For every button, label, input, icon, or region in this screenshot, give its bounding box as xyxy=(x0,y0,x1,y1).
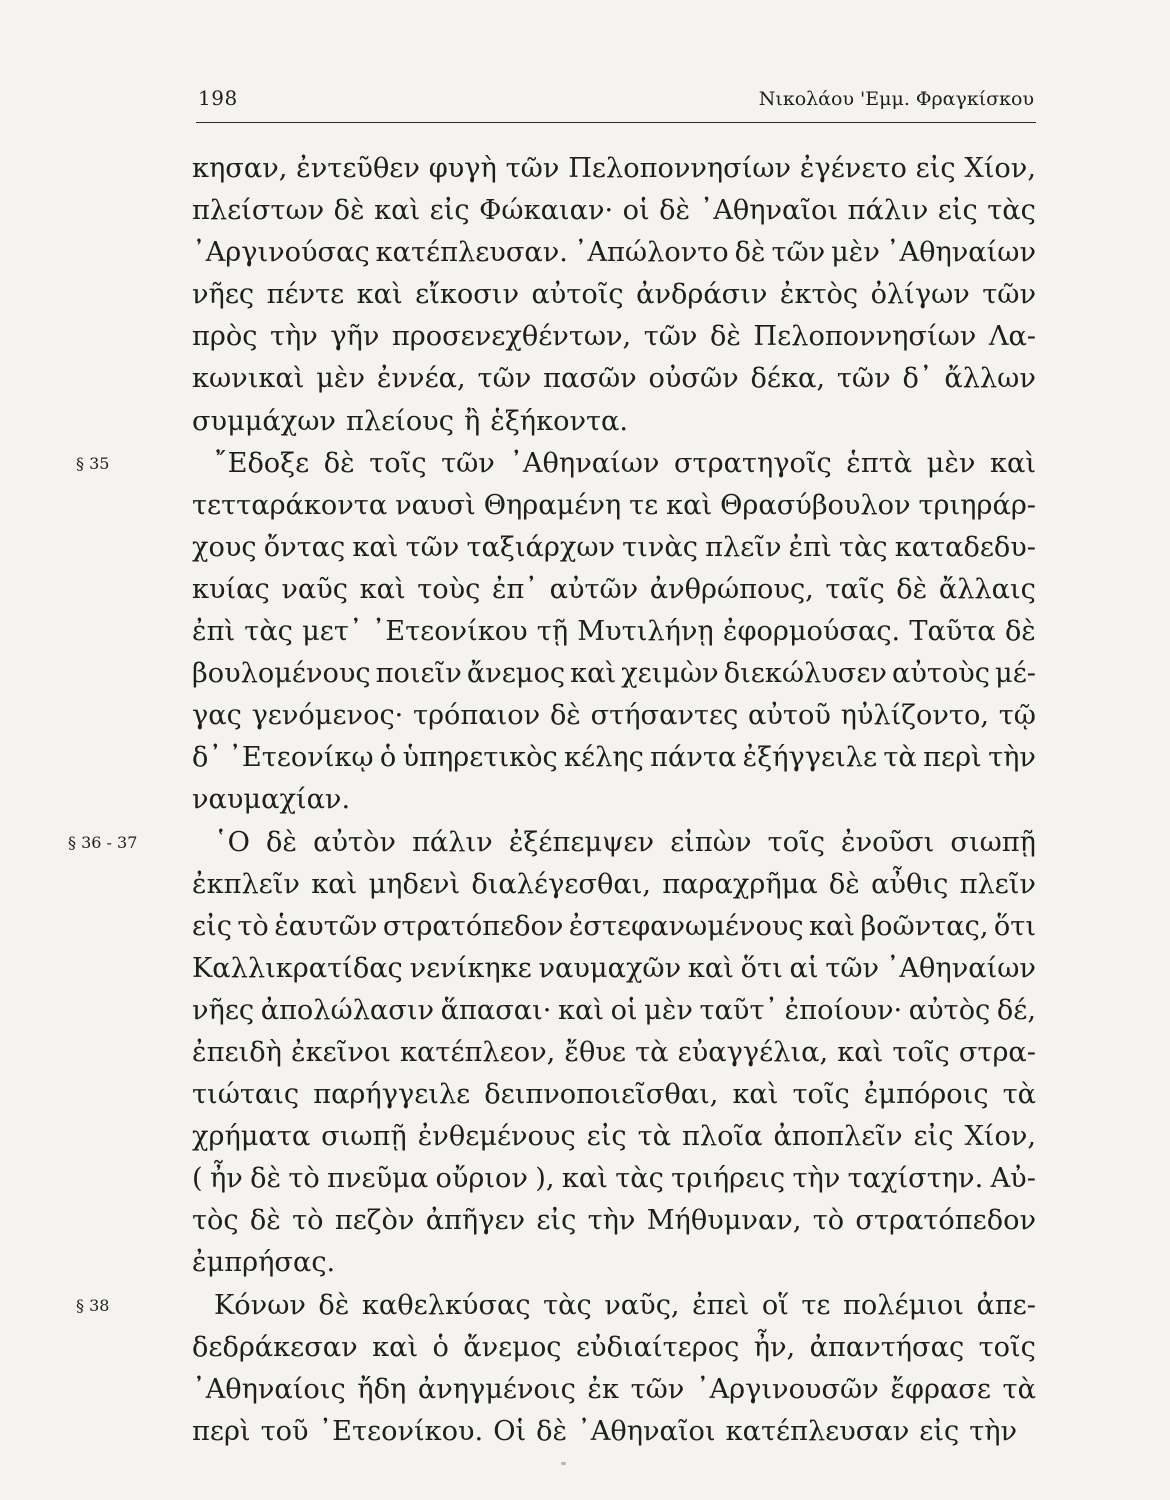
text-line: Καλλικρατίδας νενίκηκε ναυμαχῶν καὶ ὅτι αἱ τῶν ᾿Αθηναίων xyxy=(192,952,1036,984)
section-marker: § 38 xyxy=(76,1295,110,1315)
text-line: γας γενόμενος· τρόπαιον δὲ στήσαντες αὐτοῦ ηὐλίζοντο, τῷ xyxy=(192,700,1036,732)
text-line: ῾Ο δὲ αὐτὸν πάλιν ἐξέπεμψεν εἰπὼν τοῖς ἐνοῦσι σιωπῇ xyxy=(214,826,1036,858)
text-line: Κόνων δὲ καθελκύσας τὰς ναῦς, ἐπεὶ οἵ τε πολέμιοι ἀπε- xyxy=(214,1289,1036,1321)
text-line: ῎Εδοξε δὲ τοῖς τῶν ᾿Αθηναίων στρατηγοῖς ἑπτὰ μὲν καὶ xyxy=(214,447,1036,479)
text-line: πλείστων δὲ καὶ εἰς Φώκαιαν· οἱ δὲ ᾿Αθηναῖοι πάλιν εἰς τὰς xyxy=(192,195,1036,227)
paragraph xyxy=(76,443,1036,822)
text-line: ἐμπρήσας. xyxy=(192,1247,336,1279)
text-line: νῆες πέντε καὶ εἴκοσιν αὐτοῖς ἀνδράσιν ἐκτὸς ὀλίγων τῶν xyxy=(192,279,1036,311)
text-line: ἐκπλεῖν καὶ μηδενὶ διαλέγεσθαι, παραχρῆμα δὲ αὖθις πλεῖν xyxy=(192,868,1036,900)
text-line: ᾿Αθηναίοις ἤδη ἀνηγμένοις ἐκ τῶν ᾿Αργινουσῶν ἔφρασε τὰ xyxy=(192,1373,1036,1405)
text-line: δεδράκεσαν καὶ ὁ ἄνεμος εὐδιαίτερος ἦν, ἀπαντήσας τοῖς xyxy=(192,1331,1036,1363)
text-line: δ᾿ ᾿Ετεονίκῳ ὁ ὑπηρετικὸς κέλης πάντα ἐξήγγειλε τὰ περὶ τὴν xyxy=(192,742,1036,774)
text-line: χους ὄντας καὶ τῶν ταξιάρχων τινὰς πλεῖν ἐπὶ τὰς καταδεδυ- xyxy=(192,531,1036,563)
ink-speck xyxy=(561,1462,566,1465)
text-line: ᾿Αργινούσας κατέπλευσαν. ᾿Απώλοντο δὲ τῶν μὲν ᾿Αθηναίων xyxy=(192,237,1036,269)
text-line: βουλομένους ποιεῖν ἄνεμος καὶ χειμὼν διεκώλυσεν αὐτοὺς μέ- xyxy=(192,658,1036,690)
section-marker: § 36 - 37 xyxy=(68,832,138,852)
text-line: τιώταις παρήγγειλε δειπνοποιεῖσθαι, καὶ τοῖς ἐμπόροις τὰ xyxy=(192,1079,1036,1111)
text-line: νῆες ἀπολώλασιν ἅπασαι· καὶ οἱ μὲν ταῦτ᾿ ἐποίουν· αὐτὸς δέ, xyxy=(192,994,1036,1026)
text-line: ἐπὶ τὰς μετ᾿ ᾿Ετεονίκου τῇ Μυτιλήνῃ ἐφορμούσας. Ταῦτα δὲ xyxy=(192,616,1036,648)
text-line: πρὸς τὴν γῆν προσενεχθέντων, τῶν δὲ Πελοποννησίων Λα- xyxy=(192,321,1036,353)
text-body xyxy=(68,148,1036,1453)
text-line: ἐπειδὴ ἐκεῖνοι κατέπλεον, ἔθυε τὰ εὐαγγέλια, καὶ τοῖς στρα- xyxy=(192,1036,1036,1068)
paragraph xyxy=(68,822,1036,1285)
text-line: κησαν, ἐντεῦθεν φυγὴ τῶν Πελοποννησίων ἐγένετο εἰς Χίον, xyxy=(192,153,1036,184)
text-line: περὶ τοῦ ᾿Ετεονίκου. Οἱ δὲ ᾿Αθηναῖοι κατέπλευσαν εἰς τὴν xyxy=(192,1415,1018,1447)
text-line: ναυμαχίαν. xyxy=(192,784,351,816)
text-line: ( ἦν δὲ τὸ πνεῦμα οὔριον ), καὶ τὰς τριήρεις τὴν ταχίστην. Αὐ- xyxy=(192,1163,1036,1195)
page-number: 198 xyxy=(198,86,238,110)
section-marker: § 35 xyxy=(76,453,110,473)
text-line: τετταράκοντα ναυσὶ Θηραμένη τε καὶ Θρασύβουλον τριηράρ- xyxy=(192,489,1036,521)
text-line: κωνικαὶ μὲν ἐννέα, τῶν πασῶν οὐσῶν δέκα, τῶν δ᾿ ἄλλων xyxy=(192,363,1036,395)
page-header xyxy=(196,86,1036,123)
paragraph xyxy=(76,1285,1036,1453)
text-line: συμμάχων πλείους ἢ ἑξήκοντα. xyxy=(192,405,629,437)
text-line: χρήματα σιωπῇ ἐνθεμένους εἰς τὰ πλοῖα ἀποπλεῖν εἰς Χίον, xyxy=(192,1121,1036,1153)
text-line: εἰς τὸ ἑαυτῶν στρατόπεδον ἐστεφανωμένους καὶ βοῶντας, ὅτι xyxy=(192,910,1036,942)
running-head: Νικολάου 'Εμμ. Φραγκίσκου xyxy=(758,88,1034,110)
paragraph xyxy=(192,148,1036,443)
text-line: κυίας ναῦς καὶ τοὺς ἐπ᾿ αὐτῶν ἀνθρώπους, ταῖς δὲ ἄλλαις xyxy=(192,573,1036,605)
text-line: τὸς δὲ τὸ πεζὸν ἀπῆγεν εἰς τὴν Μήθυμναν, τὸ στρατόπεδον xyxy=(192,1205,1036,1237)
